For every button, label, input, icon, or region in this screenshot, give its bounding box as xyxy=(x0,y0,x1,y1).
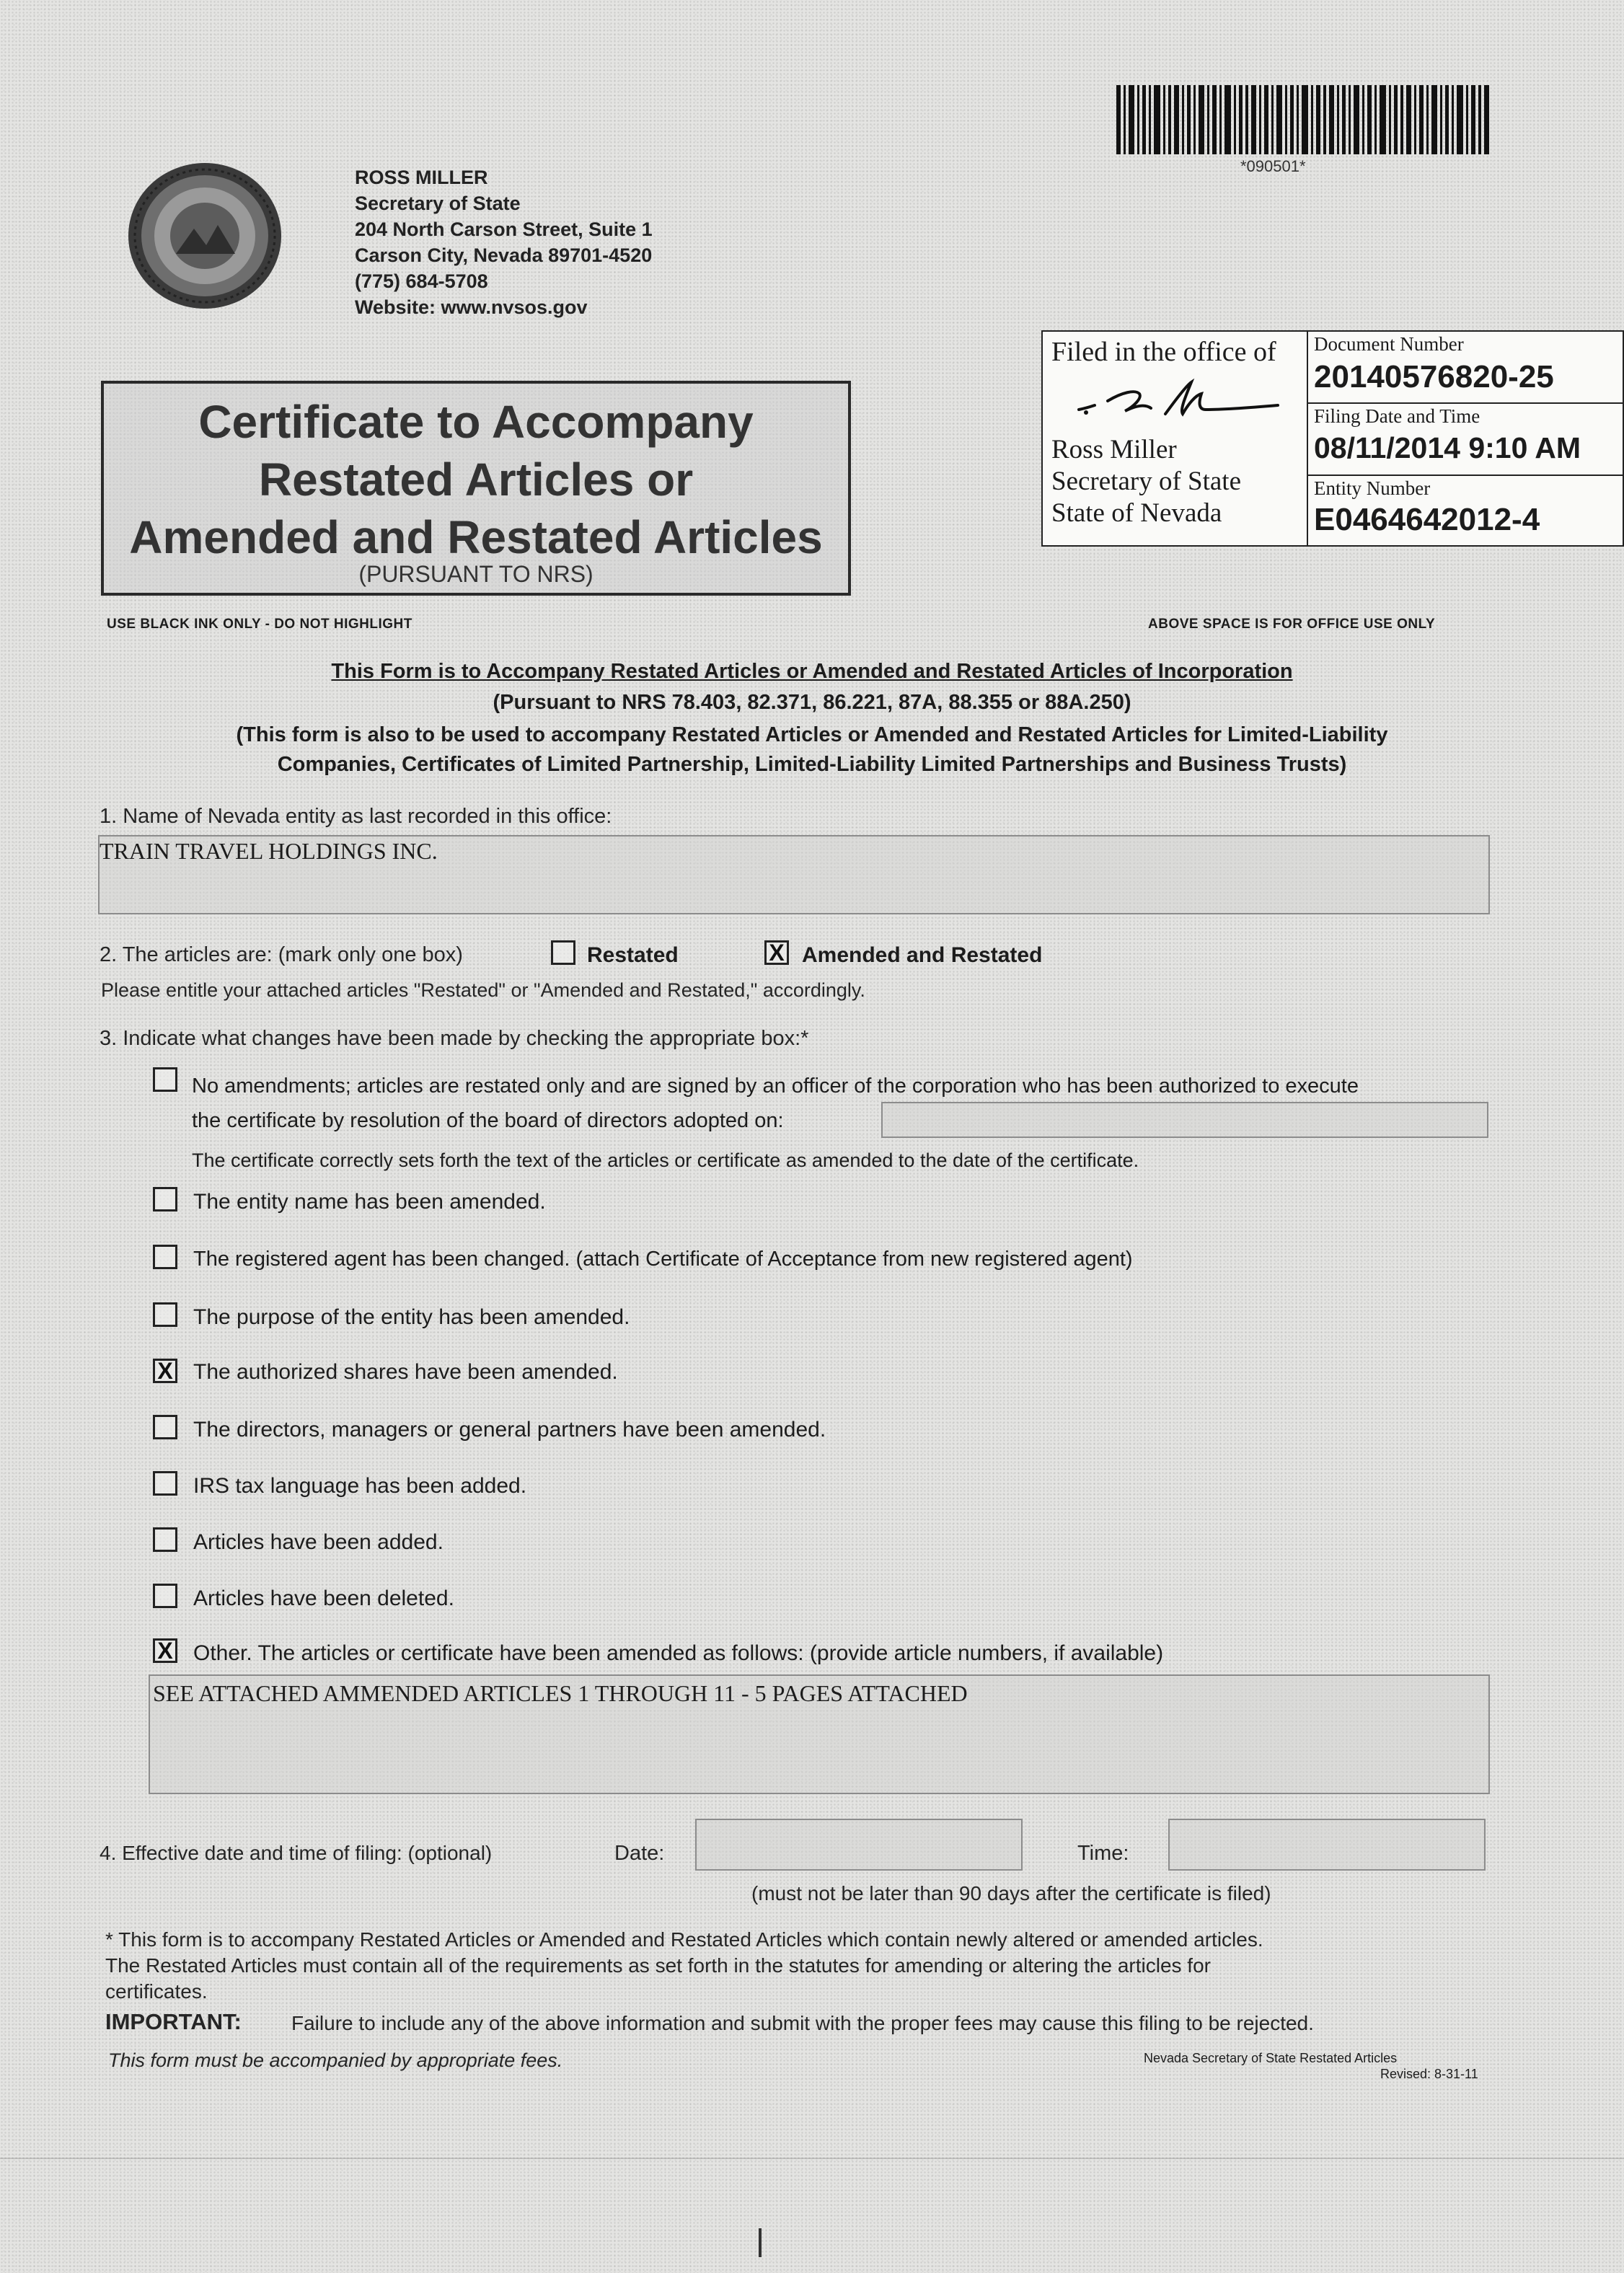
entity-number-value: E0464642012-4 xyxy=(1314,502,1540,537)
no-amendments-line-1: No amendments; articles are restated only and are signed by an officer of the corporation who has been authorized to execute xyxy=(192,1074,1359,1098)
signature-icon xyxy=(1064,372,1295,430)
issuer-title: Secretary of State xyxy=(355,193,521,214)
section-4-note: (must not be later than 90 days after the certificate is filed) xyxy=(751,1882,1271,1905)
articles-added-label: Articles have been added. xyxy=(193,1530,443,1554)
section-4-label: 4. Effective date and time of filing: (optional) xyxy=(100,1842,493,1864)
entity-name-value: TRAIN TRAVEL HOLDINGS INC. xyxy=(100,838,438,864)
entity-number-cell xyxy=(1308,476,1624,545)
form-title-line-3: Amended and Restated Articles xyxy=(129,511,823,563)
form-revised: Revised: 8-31-11 xyxy=(1380,2067,1478,2081)
resolution-date-field[interactable] xyxy=(881,1102,1488,1138)
section-1-label: 1. Name of Nevada entity as last recorded in this office: xyxy=(100,805,612,828)
no-amendments-checkbox[interactable] xyxy=(153,1067,177,1092)
document-number-cell xyxy=(1308,332,1624,404)
filed-in-label: Filed in the office of xyxy=(1051,337,1276,367)
articles-added-checkbox[interactable] xyxy=(153,1527,177,1552)
irs-tax-language-checkbox[interactable] xyxy=(153,1471,177,1496)
form-title-line-2: Restated Articles or xyxy=(258,454,694,506)
fees-note: This form must be accompanied by appropriate fees. xyxy=(108,2049,563,2071)
filing-stamp-office xyxy=(1043,332,1308,545)
officer-title: Secretary of State xyxy=(1051,467,1241,496)
intro-statutes: (Pursuant to NRS 78.403, 82.371, 86.221, 87A, 88.355 or 88A.250) xyxy=(493,691,1131,714)
barcode-icon xyxy=(1116,85,1491,154)
footer-asterisk-line-3: certificates. xyxy=(105,1980,208,2003)
ink-note: USE BLACK INK ONLY - DO NOT HIGHLIGHT xyxy=(107,617,412,632)
important-text: Failure to include any of the above information and submit with the proper fees may cause this filing to be rejected. xyxy=(291,2012,1314,2034)
amended-restated-label: Amended and Restated xyxy=(802,943,1043,967)
effective-date-field[interactable] xyxy=(695,1819,1023,1871)
form-title-box xyxy=(101,381,851,596)
filing-date-cell xyxy=(1308,404,1624,476)
no-amendments-line-2: the certificate by resolution of the board of directors adopted on: xyxy=(192,1109,784,1132)
issuer-address xyxy=(355,164,653,320)
no-amendments-line-3: The certificate correctly sets forth the text of the articles or certificate as amended to the date of the certificate. xyxy=(192,1149,1139,1171)
articles-deleted-label: Articles have been deleted. xyxy=(193,1586,454,1610)
filed-officer xyxy=(1051,434,1241,529)
entity-name-amended-checkbox[interactable] xyxy=(153,1187,177,1211)
purpose-amended-label: The purpose of the entity has been amended. xyxy=(193,1305,630,1329)
issuer-name: ROSS MILLER xyxy=(355,167,488,188)
officer-name: Ross Miller xyxy=(1051,435,1177,464)
authorized-shares-amended-checkbox[interactable]: X xyxy=(153,1359,177,1383)
form-id: Nevada Secretary of State Restated Articles xyxy=(1144,2051,1398,2065)
filing-date-value: 08/11/2014 9:10 AM xyxy=(1314,431,1581,464)
directors-amended-label: The directors, managers or general partners have been amended. xyxy=(193,1418,826,1442)
issuer-phone: (775) 684-5708 xyxy=(355,270,488,292)
office-use-note: ABOVE SPACE IS FOR OFFICE USE ONLY xyxy=(1148,617,1436,632)
issuer-website: Website: www.nvsos.gov xyxy=(355,296,588,318)
registered-agent-changed-checkbox[interactable] xyxy=(153,1245,177,1269)
purpose-amended-checkbox[interactable] xyxy=(153,1302,177,1327)
jurisdiction: State of Nevada xyxy=(1051,498,1222,528)
section-3-label: 3. Indicate what changes have been made by checking the appropriate box:* xyxy=(100,1027,809,1050)
irs-tax-language-label: IRS tax language has been added. xyxy=(193,1474,527,1498)
time-label: Time: xyxy=(1077,1842,1129,1865)
page-fold-line xyxy=(0,2158,1624,2159)
effective-time-field[interactable] xyxy=(1168,1819,1486,1871)
entity-name-amended-label: The entity name has been amended. xyxy=(193,1190,546,1214)
intro-also-line-1: (This form is also to be used to accompany Restated Articles or Amended and Restated Articles for Limited-Liability xyxy=(236,723,1388,746)
issuer-street: 204 North Carson Street, Suite 1 xyxy=(355,219,653,240)
scan-mark xyxy=(759,2228,762,2257)
other-amendments-value: SEE ATTACHED AMMENDED ARTICLES 1 THROUGH 11 - 5 PAGES ATTACHED xyxy=(153,1680,968,1706)
restated-label: Restated xyxy=(587,943,679,967)
intro-heading: This Form is to Accompany Restated Articles or Amended and Restated Articles of Incorporation xyxy=(331,660,1293,683)
section-2-label: 2. The articles are: (mark only one box) xyxy=(100,943,463,966)
directors-amended-checkbox[interactable] xyxy=(153,1415,177,1439)
form-title-line-1: Certificate to Accompany xyxy=(198,396,754,448)
state-seal-icon xyxy=(125,160,284,312)
amended-restated-checkbox[interactable]: X xyxy=(764,940,789,965)
articles-deleted-checkbox[interactable] xyxy=(153,1584,177,1608)
section-2-note: Please entitle your attached articles "Restated" or "Amended and Restated," accordingly. xyxy=(101,979,865,1001)
document-number-value: 20140576820-25 xyxy=(1314,359,1554,394)
registered-agent-changed-label: The registered agent has been changed. (attach Certificate of Acceptance from new registered agent) xyxy=(193,1248,1133,1271)
restated-checkbox[interactable] xyxy=(551,940,575,965)
document-number-label: Document Number xyxy=(1314,333,1464,355)
entity-number-label: Entity Number xyxy=(1314,477,1431,499)
filing-stamp xyxy=(1041,330,1624,547)
authorized-shares-amended-label: The authorized shares have been amended. xyxy=(193,1360,618,1384)
date-label: Date: xyxy=(614,1842,665,1865)
form-title-subtitle: (PURSUANT TO NRS) xyxy=(358,561,593,587)
footer-asterisk-line-2: The Restated Articles must contain all of the requirements as set forth in the statutes for amending or altering the articles for xyxy=(105,1954,1211,1977)
barcode-number: *090501* xyxy=(1240,157,1306,175)
other-checkbox[interactable]: X xyxy=(153,1638,177,1663)
footer-asterisk-line-1: * This form is to accompany Restated Articles or Amended and Restated Articles which contain newly altered or amended articles. xyxy=(105,1928,1263,1951)
other-label: Other. The articles or certificate have been amended as follows: (provide article numbers, if available) xyxy=(193,1641,1164,1665)
filing-date-label: Filing Date and Time xyxy=(1314,405,1480,427)
issuer-city: Carson City, Nevada 89701-4520 xyxy=(355,244,653,266)
intro-also-line-2: Companies, Certificates of Limited Partnership, Limited-Liability Limited Partnerships and Business Trusts) xyxy=(277,753,1347,776)
important-label: IMPORTANT: xyxy=(105,2009,242,2034)
